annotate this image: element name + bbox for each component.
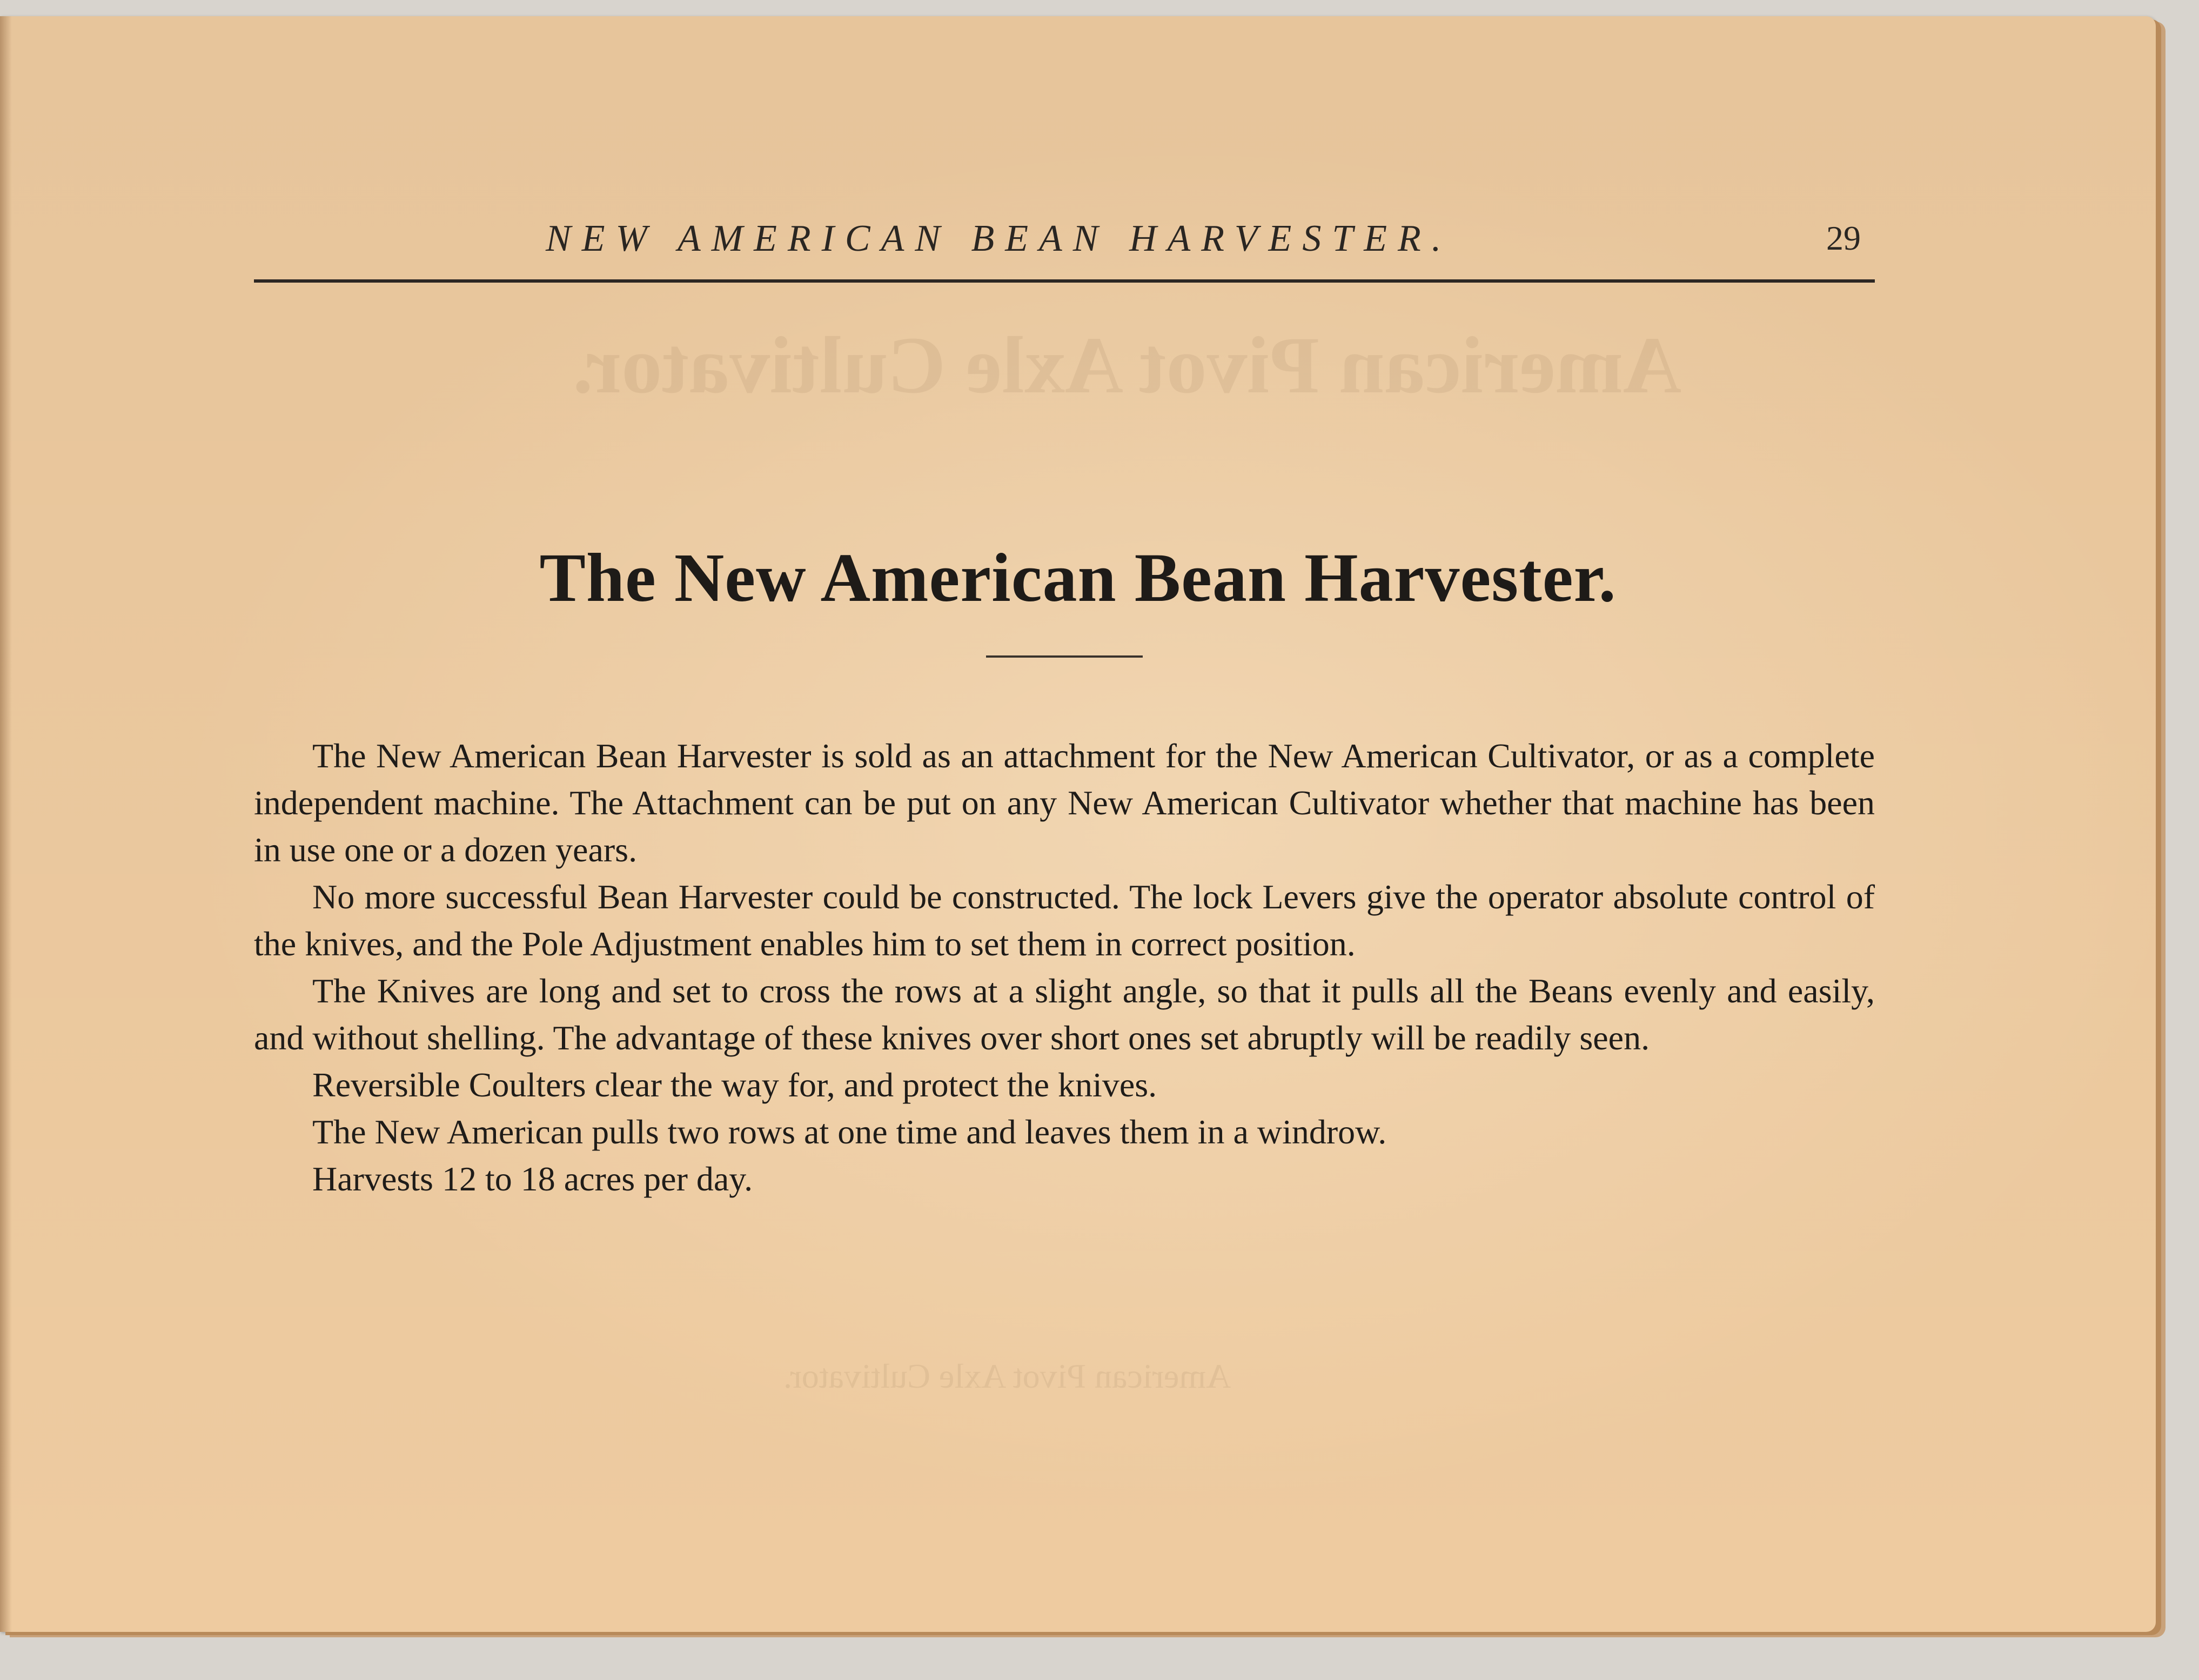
body-text — [254, 732, 1875, 1202]
book-page — [0, 16, 2156, 1632]
title-divider — [986, 655, 1143, 658]
paragraph-knives: The Knives are long and set to cross the rows at a slight angle, so that it pulls all the Beans evenly and easily, and without shelling. The advantage of these knives over short ones set abruptly will be readily seen. — [254, 972, 1875, 1057]
running-head — [254, 217, 1875, 271]
bleed-through-caption: American Pivot Axle Cultivator. — [783, 1357, 1231, 1395]
header-rule — [254, 279, 1875, 283]
paragraph-coulters: Reversible Coulters clear the way for, and protect the knives. — [312, 1066, 1157, 1104]
running-head-title: NEW AMERICAN BEAN HARVESTER. — [546, 218, 1452, 259]
page-number: 29 — [1826, 219, 1861, 257]
bleed-through-title: American Pivot Axle Cultivator. — [573, 320, 1682, 410]
paragraph-windrow: The New American pulls two rows at one time and leaves them in a windrow. — [312, 1113, 1387, 1151]
page-title: The New American Bean Harvester. — [539, 539, 1617, 616]
paragraph-levers: No more successful Bean Harvester could be constructed. The lock Levers give the operator absolute control of the knives, and the Pole Adjustment enables him to set them in correct position. — [254, 878, 1875, 963]
page-binding-edge — [0, 16, 12, 1632]
paragraph-acres: Harvests 12 to 18 acres per day. — [312, 1160, 753, 1198]
paragraph-attachment: The New American Bean Harvester is sold as an attachment for the New American Cultivator, or as a complete independent machine. The Attachment can be put on any New American Cultivator whether that machine has been in use one or a dozen years. — [254, 737, 1875, 869]
